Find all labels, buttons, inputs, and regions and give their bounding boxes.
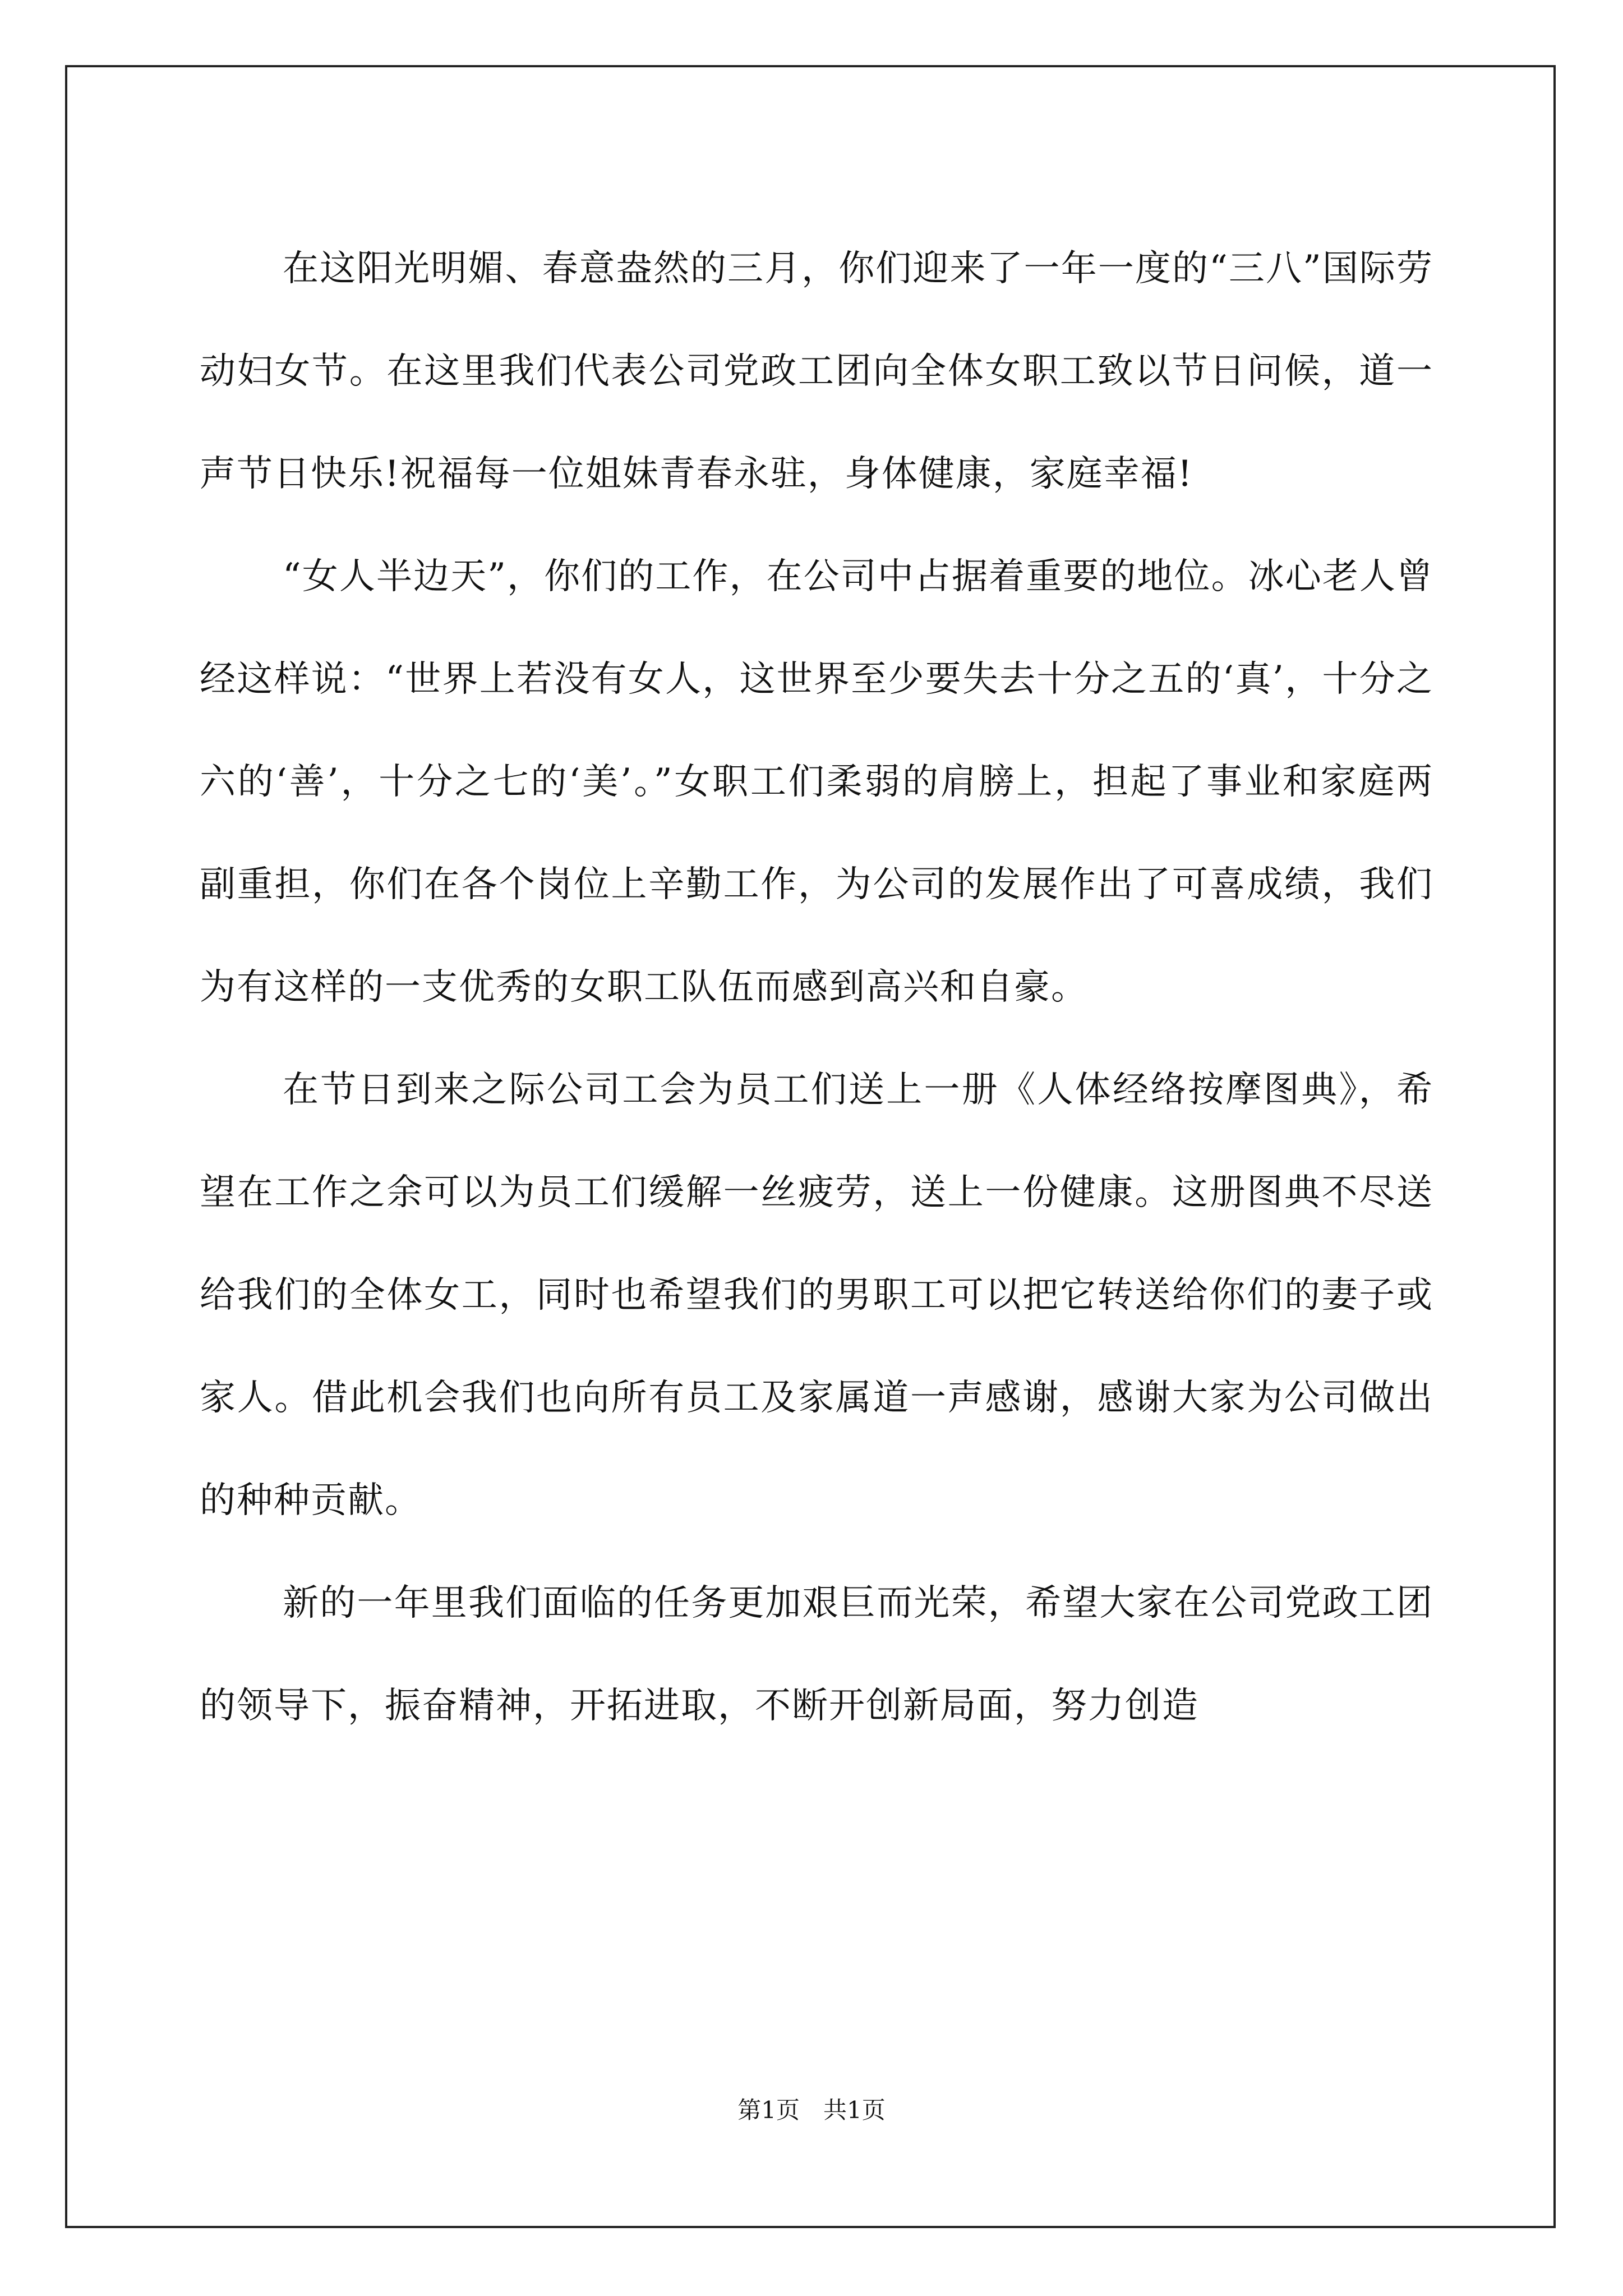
paragraph: 新的一年里我们面临的任务更加艰巨而光荣，希望大家在公司党政工团的领导下，振奋精神，开拓进取，不断开创新局面，努力创造 <box>200 1582 1433 1727</box>
document-body <box>200 218 1433 1757</box>
paragraph: “女人半边天”，你们的工作，在公司中占据着重要的地位。冰心老人曾经这样说：“世界上若没有女人，这世界至少要失去十分之五的‘真’，十分之六的‘善’，十分之七的‘美’。”女职工们柔弱的肩膀上，担起了事业和家庭两副重担，你们在各个岗位上辛勤工作，为公司的发展作出了可喜成绩，我们为有这样的一支优秀的女职工队伍而感到高兴和自豪。 <box>200 556 1433 1008</box>
paragraph: 在这阳光明媚、春意盎然的三月，你们迎来了一年一度的“三八”国际劳动妇女节。在这里我们代表公司党政工团向全体女职工致以节日问候，道一声节日快乐!祝福每一位姐妹青春永驻，身体健康，家庭幸福! <box>200 248 1433 495</box>
paragraph: 在节日到来之际公司工会为员工们送上一册《人体经络按摩图典》，希望在工作之余可以为员工们缓解一丝疲劳，送上一份健康。这册图典不尽送给我们的全体女工，同时也希望我们的男职工可以把它转送给你们的妻子或家人。借此机会我们也向所有员工及家属道一声感谢，感谢大家为公司做出的种种贡献。 <box>200 1069 1433 1521</box>
page-number: 第1页 共1页 <box>737 2096 886 2124</box>
